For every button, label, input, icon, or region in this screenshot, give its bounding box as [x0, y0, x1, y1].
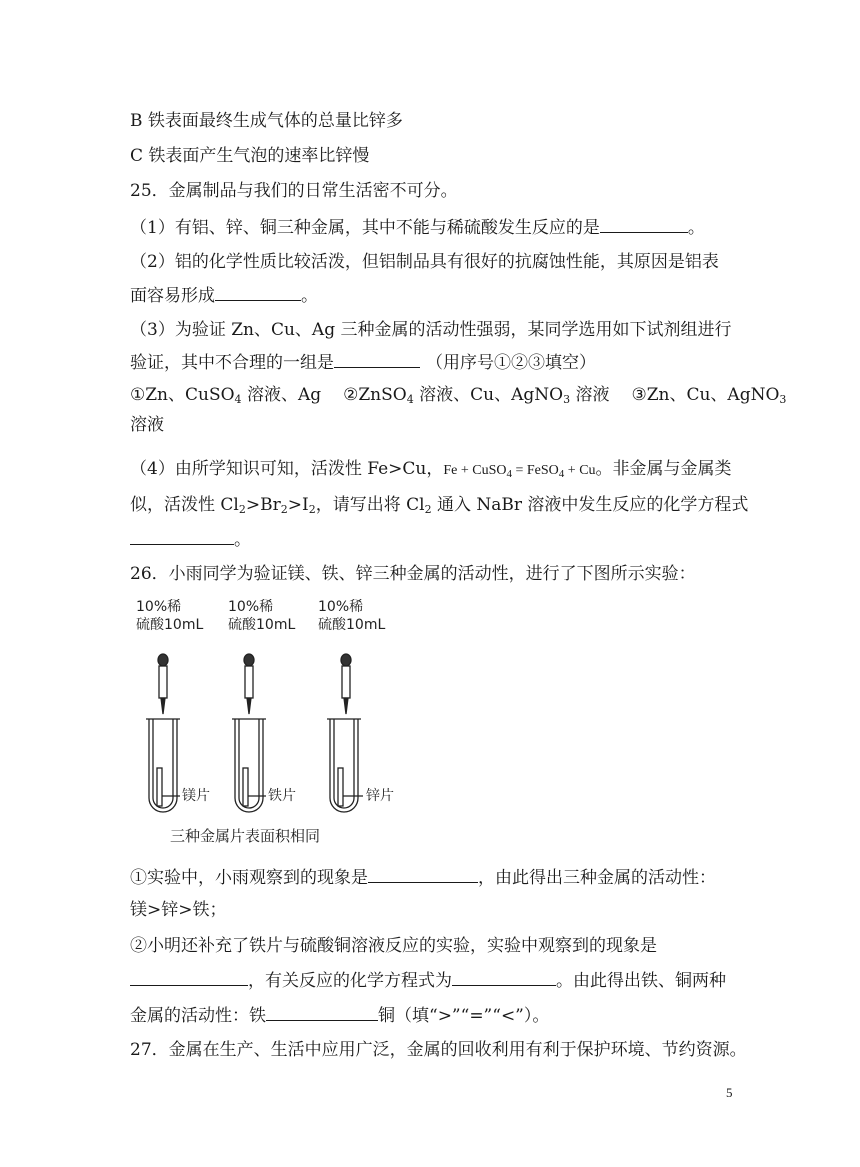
- option-1: ①Zn、CuSO$_4$ 溶液、Ag: [130, 385, 322, 406]
- question-25-title: 25．金属制品与我们的日常生活密不可分。: [130, 181, 458, 201]
- question-25-part-4: [130, 458, 732, 482]
- option-2: ②ZnSO$_4$ 溶液、Cu、AgNO$_3$ 溶液: [343, 385, 610, 406]
- reagent-options: [130, 384, 786, 406]
- text: 验证，其中不合理的一组是: [130, 353, 334, 373]
- dropper-1: [158, 654, 168, 714]
- experiment-figure: [128, 598, 418, 853]
- test-tube-1: [146, 719, 180, 812]
- question-26-part-1-cont: 镁>锌>铁；: [130, 900, 227, 920]
- dropper-3: [341, 654, 351, 714]
- question-25-part-2-cont: [130, 284, 318, 307]
- text: （1）有铝、锌、铜三种金属，其中不能与稀硫酸发生反应的是: [130, 218, 600, 238]
- chemical-equation: Fe + CuSO$_4$ = FeSO$_4$ + Cu: [443, 463, 596, 480]
- question-26-part-2-end: 金属的活动性：铁 铜（填“>”“=”“<”）。: [130, 1006, 550, 1026]
- metal-label-magnesium: 镁片: [182, 788, 210, 804]
- text: 。: [687, 218, 705, 238]
- question-26-part-2-cont: ，有关反应的化学方程式为 。由此得出铁、铜两种: [130, 969, 726, 992]
- answer-blank[interactable]: [600, 216, 688, 233]
- text: （用序号①②③填空）: [426, 353, 596, 373]
- reagent-label-1: 10%稀 硫酸10mL: [136, 599, 204, 633]
- answer-blank[interactable]: [130, 969, 248, 986]
- dropper-2: [244, 654, 254, 714]
- text: 。非金属与金属类: [595, 459, 732, 479]
- text: 。: [301, 286, 318, 306]
- answer-blank[interactable]: [334, 351, 420, 368]
- page-number: 5: [726, 1085, 733, 1100]
- question-25-part-4-answer: 。: [130, 528, 251, 551]
- metal-label-iron: 铁片: [268, 788, 296, 804]
- question-26-part-2: ②小明还补充了铁片与硫酸铜溶液反应的实验，实验中观察到的现象是: [130, 936, 657, 956]
- question-25-part-3: （3）为验证 Zn、Cu、Ag 三种金属的活动性强弱，某同学选用如下试剂组进行: [130, 320, 732, 340]
- text: （4）由所学知识可知，活泼性 Fe>Cu，: [130, 459, 444, 479]
- answer-blank[interactable]: [452, 969, 556, 986]
- option-b: B 铁表面最终生成气体的总量比锌多: [130, 111, 403, 131]
- option-3: ③Zn、Cu、AgNO$_3$: [631, 385, 787, 406]
- answer-blank[interactable]: [368, 866, 478, 883]
- question-25-part-2: （2）铝的化学性质比较活泼，但铝制品具有很好的抗腐蚀性能，其原因是铝表: [130, 252, 719, 272]
- question-25-part-1: [130, 216, 705, 239]
- reagent-label-2: 10%稀 硫酸10mL: [228, 599, 296, 633]
- question-25-part-3-cont: [130, 351, 596, 374]
- question-26-title: 26．小雨同学为验证镁、铁、锌三种金属的活动性，进行了下图所示实验：: [130, 564, 696, 584]
- test-tube-3: [327, 719, 363, 812]
- figure-caption: 三种金属片表面积相同: [170, 827, 321, 845]
- metal-label-zinc: 锌片: [366, 788, 394, 804]
- question-26-part-1: ①实验中，小雨观察到的现象是 ，由此得出三种金属的活动性：: [130, 868, 716, 888]
- option-c: C 铁表面产生气泡的速率比锌慢: [130, 146, 370, 166]
- test-tube-2: [232, 719, 266, 812]
- reagent-label-3: 10%稀 硫酸10mL: [318, 599, 386, 633]
- answer-blank[interactable]: [130, 528, 234, 545]
- answer-blank[interactable]: [266, 1004, 378, 1021]
- question-27-title: 27．金属在生产、生活中应用广泛，金属的回收利用有利于保护环境、节约资源。: [130, 1040, 747, 1060]
- reagent-options-cont: 溶液: [130, 415, 164, 435]
- answer-blank[interactable]: [215, 284, 301, 301]
- text: 面容易形成: [130, 286, 215, 306]
- question-25-part-4-cont: 似，活泼性 $Cl_2>Br_2>I_2$，请写出将 $Cl_2$ 通入 NaBr 溶液中发生反应的化学方程式: [130, 495, 749, 516]
